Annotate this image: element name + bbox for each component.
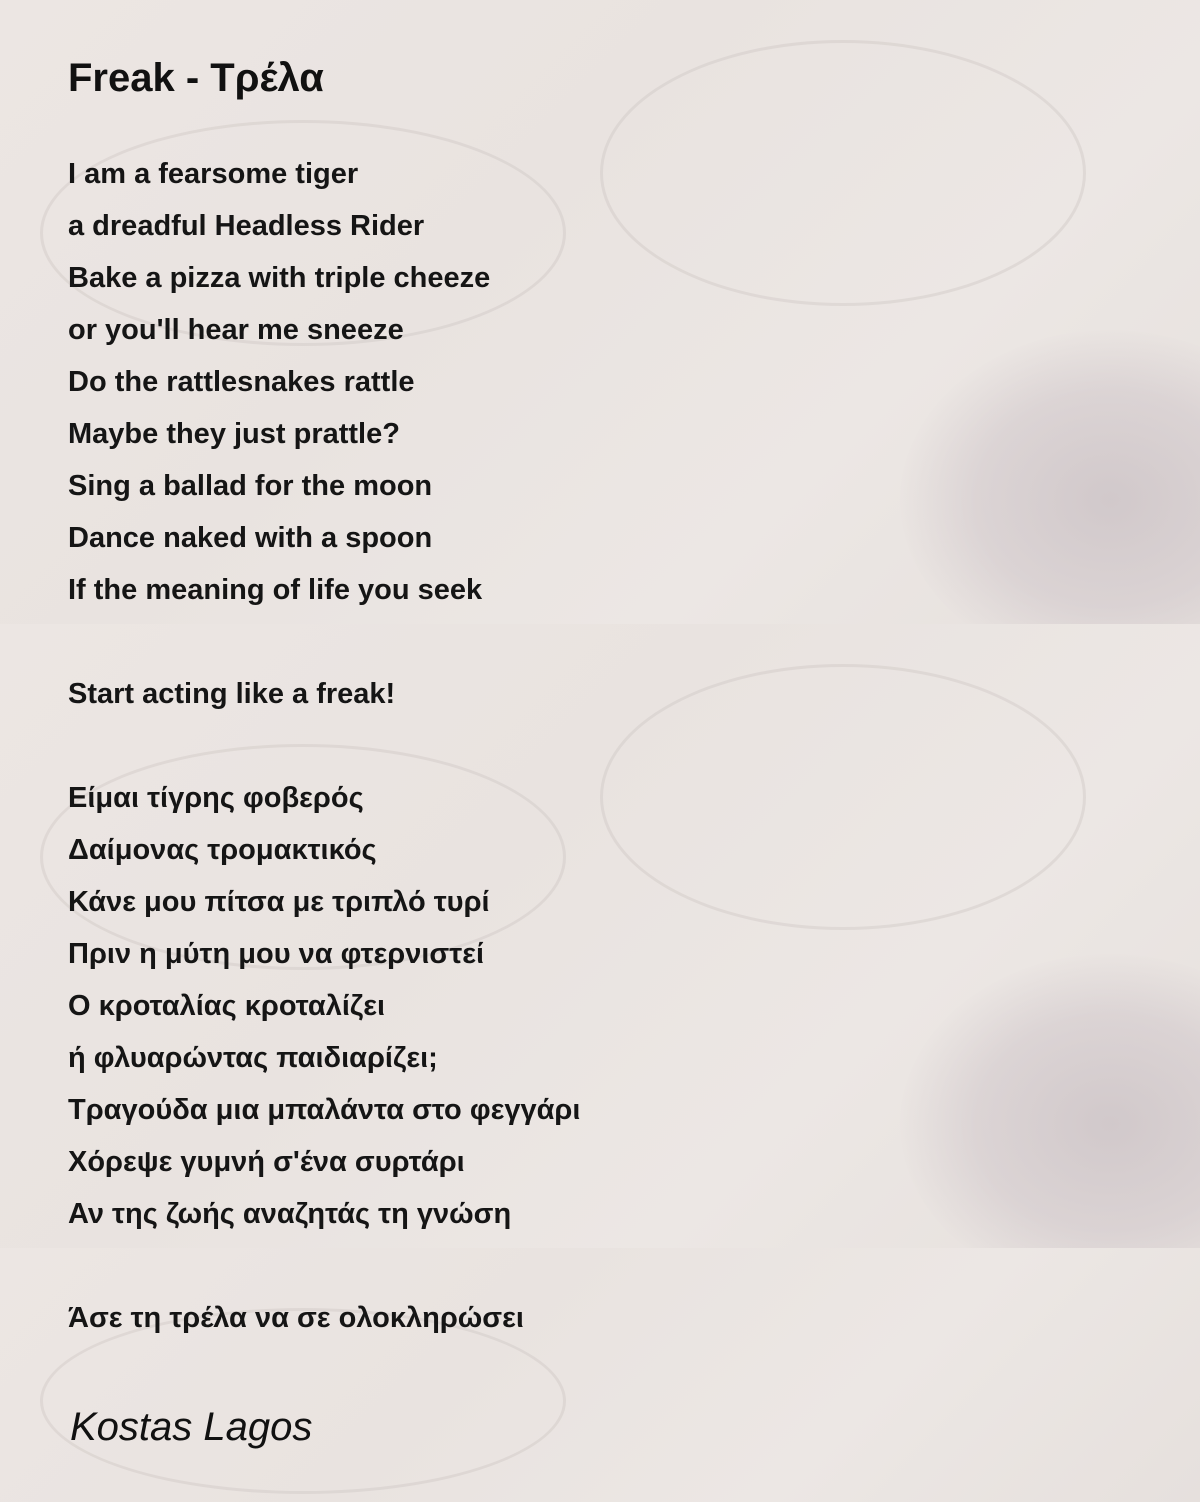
poem-line: Sing a ballad for the moon xyxy=(68,470,433,502)
poem-line: Bake a pizza with triple cheeze xyxy=(68,262,491,294)
poem-author: Kostas Lagos xyxy=(70,1405,313,1449)
poem-stanza-greek-closing xyxy=(68,1292,524,1344)
poem-line: Τραγούδα μια μπαλάντα στο φεγγάρι xyxy=(68,1094,581,1126)
poem-stanza-english-main xyxy=(68,148,490,616)
poem-line: Δαίμονας τρομακτικός xyxy=(68,834,377,866)
poem-line: Άσε τη τρέλα να σε ολοκληρώσει xyxy=(68,1302,524,1334)
poem-line: I am a fearsome tiger xyxy=(68,158,359,190)
poem-line: Κάνε μου πίτσα με τριπλό τυρί xyxy=(68,886,490,918)
poem-line: ή φλυαρώντας παιδιαρίζει; xyxy=(68,1042,438,1074)
poem-line: a dreadful Headless Rider xyxy=(68,210,425,242)
poem-line: Maybe they just prattle? xyxy=(68,418,400,450)
poem-line: If the meaning of life you seek xyxy=(68,574,483,606)
poem-line: Do the rattlesnakes rattle xyxy=(68,366,415,398)
poem-line: Είμαι τίγρης φοβερός xyxy=(68,782,364,814)
poem-stanza-english-closing xyxy=(68,668,395,720)
poem-stanza-greek-main xyxy=(68,772,580,1240)
poem-line: Start acting like a freak! xyxy=(68,678,396,710)
poem-title: Freak - Τρέλα xyxy=(68,56,324,100)
poem-line: or you'll hear me sneeze xyxy=(68,314,404,346)
poem-line: Χόρεψε γυμνή σ'ένα συρτάρι xyxy=(68,1146,465,1178)
poem-line: Dance naked with a spoon xyxy=(68,522,433,554)
poem-line: Πριν η μύτη μου να φτερνιστεί xyxy=(68,938,485,970)
poem-line: Ο κροταλίας κροταλίζει xyxy=(68,990,386,1022)
poem-line: Αν της ζωής αναζητάς τη γνώση xyxy=(68,1198,512,1230)
